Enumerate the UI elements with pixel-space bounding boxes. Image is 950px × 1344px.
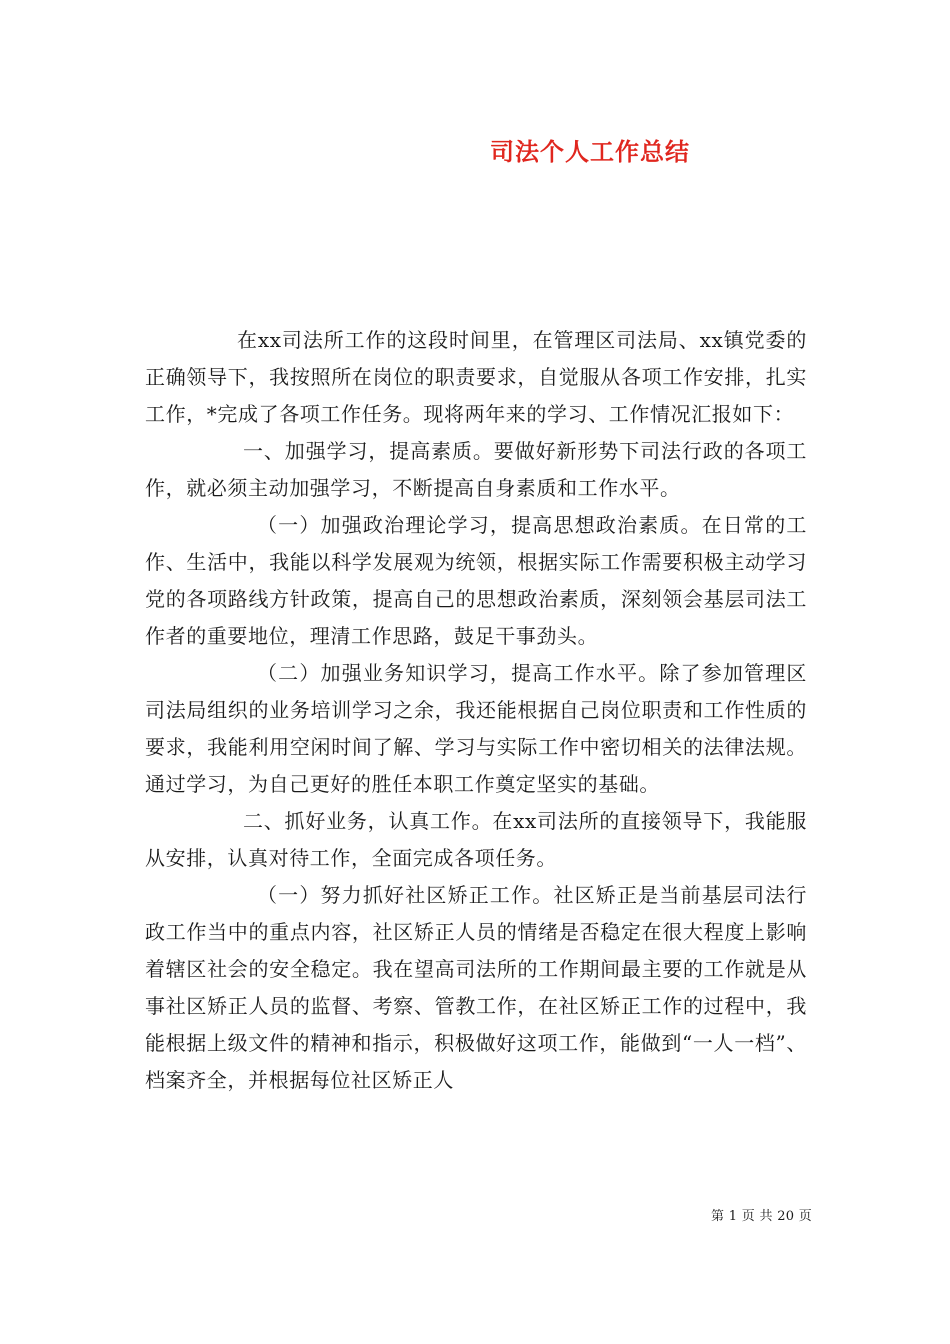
paragraph-section-2: 二、抓好业务，认真工作。在xx司法所的直接领导下，我能服从安排，认真对待工作，全面完成各项任务。 (145, 809, 807, 870)
paragraph-section-1: 一、加强学习，提高素质。要做好新形势下司法行政的各项工作，就必须主动加强学习，不断提高自身素质和工作水平。 (145, 439, 807, 500)
paragraph-section-1-1: （一）加强政治理论学习，提高思想政治素质。在日常的工作、生活中，我能以科学发展观为统领，根据实际工作需要积极主动学习党的各项路线方针政策，提高自己的思想政治素质，深刻领会基层司法工作者的重要地位，理清工作思路，鼓足干事劲头。 (145, 513, 807, 648)
paragraph-section-2-1: （一）努力抓好社区矫正工作。社区矫正是当前基层司法行政工作当中的重点内容，社区矫正人员的情绪是否稳定在很大程度上影响着辖区社会的安全稳定。我在望高司法所的工作期间最主要的工作就是从事社区矫正人员的监督、考察、管教工作，在社区矫正工作的过程中，我能根据上级文件的精神和指示，积极做好这项工作，能做到“一人一档”、档案齐全，并根据每位社区矫正人 (145, 883, 807, 1092)
document-body (145, 322, 807, 1099)
paragraph-intro: 在xx司法所工作的这段时间里，在管理区司法局、xx镇党委的正确领导下，我按照所在岗位的职责要求，自觉服从各项工作安排，扎实工作，*完成了各项工作任务。现将两年来的学习、工作情况汇报如下： (145, 328, 807, 426)
paragraph-section-1-2: （二）加强业务知识学习，提高工作水平。除了参加管理区司法局组织的业务培训学习之余，我还能根据自己岗位职责和工作性质的要求，我能利用空闲时间了解、学习与实际工作中密切相关的法律法规。通过学习，为自己更好的胜任本职工作奠定坚实的基础。 (145, 661, 807, 796)
page-number: 第 1 页 共 20 页 (711, 1209, 813, 1224)
document-title: 司法个人工作总结 (490, 138, 690, 166)
